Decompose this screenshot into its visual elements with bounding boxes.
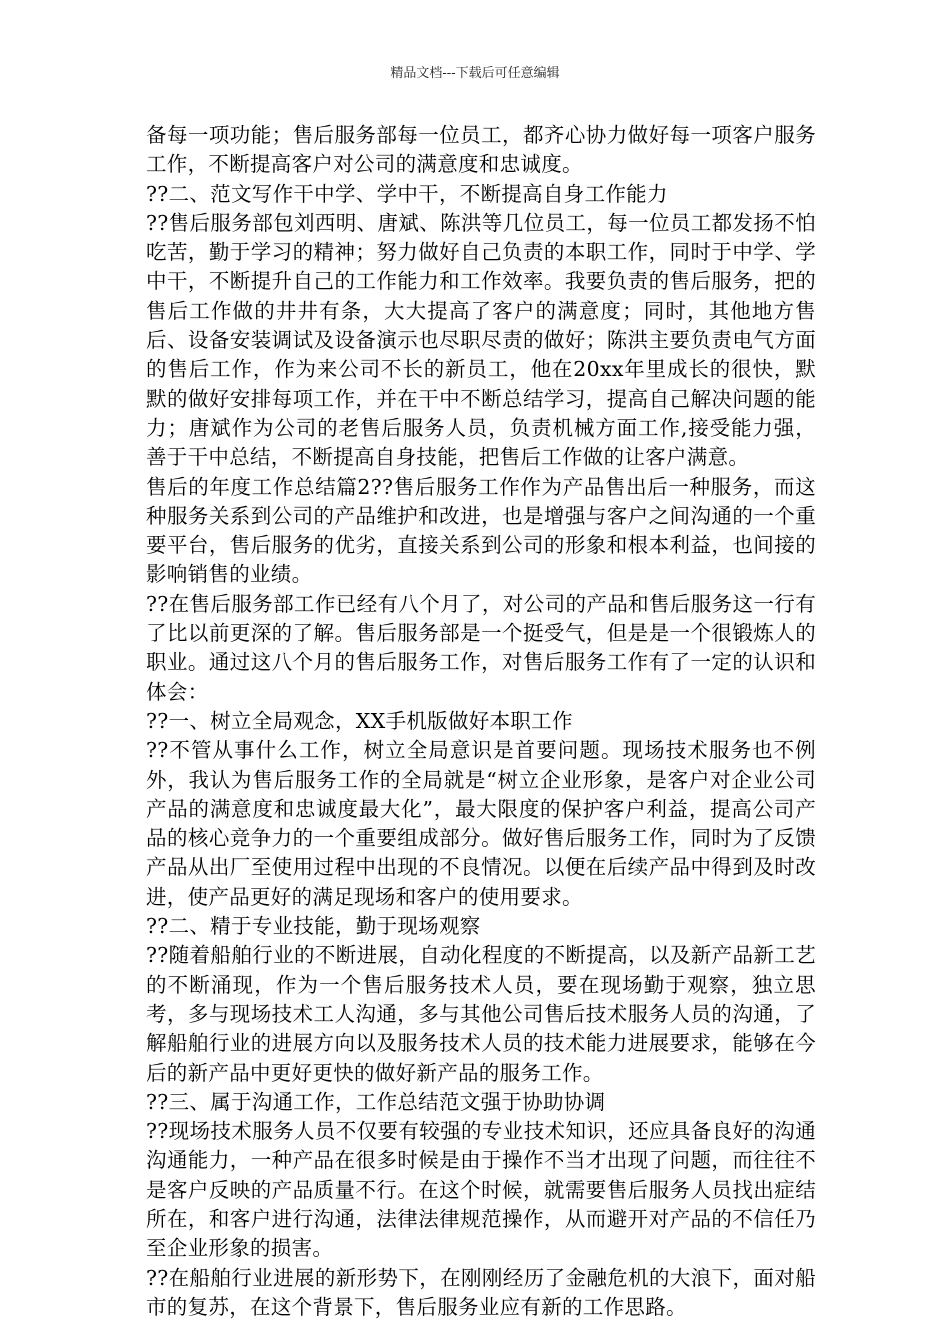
paragraph: ??售后服务部包刘西明、唐斌、陈洪等几位员工，每一位员工都发扬不怕吃苦，勤于学习的精神；努力做好自己负责的本职工作，同时于中学、学中干，不断提升自己的工作能力和工作效率。我要负责的售后服务，把的售后工作做的井井有条，大大提高了客户的满意度；同时，其他地方售后、设备安装调试及设备演示也尽职尽责的做好；陈洪主要负责电气方面的售后工作，作为来公司不长的新员工，他在20xx年里成长的很快，默默的做好安排每项工作，并在干中不断总结学习，提高自己解决问题的能力；唐斌作为公司的老售后服务人员，负责机械方面工作,接受能力强，善于干中总结，不断提高自身技能，把售后工作做的让客户满意。 <box>146 210 816 470</box>
section-heading: ??一、树立全局观念，XX手机版做好本职工作 <box>146 708 573 733</box>
paragraph: 备每一项功能；售后服务部每一位员工，都齐心协力做好每一项客户服务工作，不断提高客户对公司的满意度和忠诚度。 <box>146 123 816 177</box>
paragraph: ??在售后服务部工作已经有八个月了，对公司的产品和售后服务这一行有了比以前更深的了解。售后服务部是一个挺受气，但是是一个很锻炼人的职业。通过这八个月的售后服务工作，对售后服务工作有了一定的认识和体会： <box>146 591 816 704</box>
paragraph: ??不管从事什么工作，树立全局意识是首要问题。现场技术服务也不例外，我认为售后服务工作的全局就是“树立企业形象，是客户对企业公司产品的满意度和忠诚度最大化”，最大限度的保护客户利益，提高公司产品的核心竞争力的一个重要组成部分。做好售后服务工作，同时为了反馈产品从出厂至使用过程中出现的不良情况。以便在后续产品中得到及时改进，使产品更好的满足现场和客户的使用要求。 <box>146 738 816 909</box>
section-heading: ??二、范文写作干中学、学中干，不断提高自身工作能力 <box>146 181 668 206</box>
section-heading: ??二、精于专业技能，勤于现场观察 <box>146 914 481 939</box>
section-heading: ??三、属于沟通工作，工作总结范文强于协助协调 <box>146 1089 606 1114</box>
document-body <box>146 121 816 1322</box>
page-header: 精品文档---下载后可任意编辑 <box>390 66 560 81</box>
paragraph: ??在船舶行业进展的新形势下，在刚刚经历了金融危机的大浪下，面对船市的复苏，在这个背景下，售后服务业应有新的工作思路。 <box>146 1265 816 1319</box>
paragraph: 售后的年度工作总结篇2??售后服务工作作为产品售出后一种服务，而这种服务关系到公司的产品维护和改进，也是增强与客户之间沟通的一个重要平台，售后服务的优劣，直接关系到公司的形象和根本利益，也间接的影响销售的业绩。 <box>146 474 816 587</box>
paragraph: ??随着船舶行业的不断进展，自动化程度的不断提高，以及新产品新工艺的不断涌现，作为一个售后服务技术人员，要在现场勤于观察，独立思考，多与现场技术工人沟通，多与其他公司售后技术服务人员的沟通，了解船舶行业的进展方向以及服务技术人员的技术能力进展要求，能够在今后的新产品中更好更快的做好新产品的服务工作。 <box>146 943 816 1085</box>
paragraph: ??现场技术服务人员不仅要有较强的专业技术知识，还应具备良好的沟通沟通能力，一种产品在很多时候是由于操作不当才出现了问题，而往往不是客户反映的产品质量不行。在这个时候，就需要售后服务人员找出症结所在，和客户进行沟通，法律法律规范操作，从而避开对产品的不信任乃至企业形象的损害。 <box>146 1119 816 1261</box>
